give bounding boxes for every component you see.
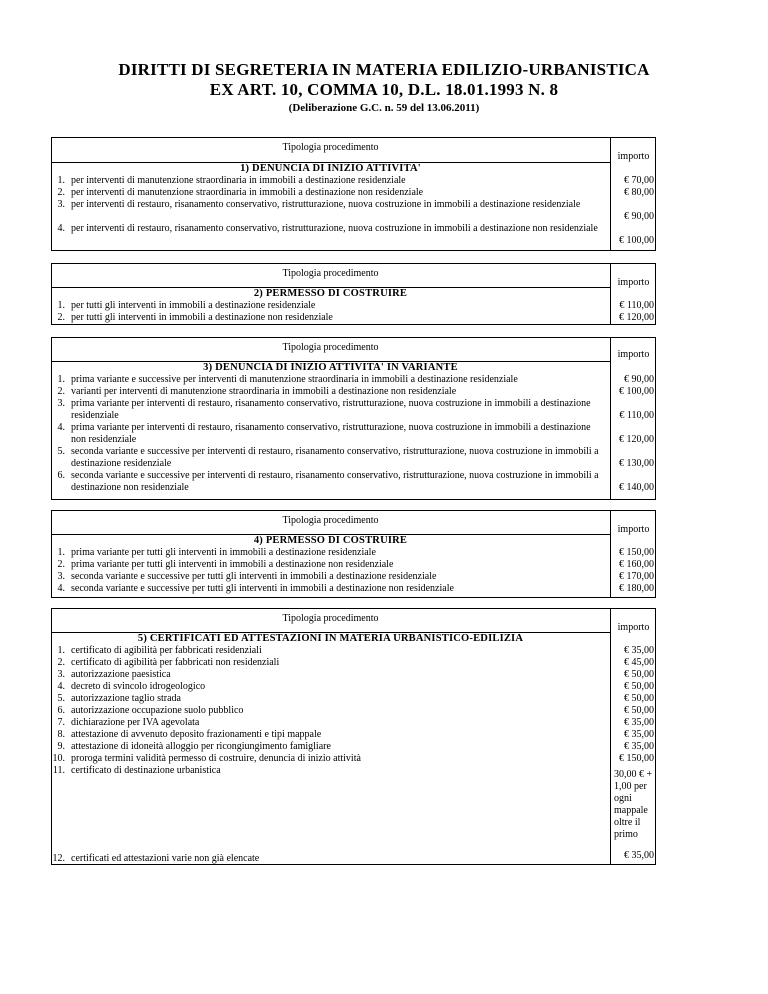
amount: 30,00 € + 1,00 per ogni mappale oltre il primo — [614, 769, 653, 840]
amount: € 130,00 — [619, 458, 654, 469]
amount: € 35,00 — [624, 645, 654, 656]
amount: € 50,00 — [624, 705, 654, 716]
amount: € 90,00 — [624, 374, 654, 385]
amount: € 110,00 — [619, 410, 654, 421]
amount: € 140,00 — [619, 482, 654, 493]
tipologia-header: Tipologia procedimento — [282, 268, 379, 279]
amount: € 150,00 — [619, 753, 654, 764]
amount: € 110,00 — [619, 300, 654, 311]
amount: € 50,00 — [624, 681, 654, 692]
section-title: 2) PERMESSO DI COSTRUIRE — [253, 288, 408, 299]
section-2-table: Tipologia procedimento importo 2) PERMESSO DI COSTRUIRE 1. per tutti gli interventi in immobili a destinazione residenziale € 110,00 2. per tutti gli interventi in immobili a destinazione non residenziale € 120,00 — [51, 263, 656, 325]
tipologia-header: Tipologia procedimento — [282, 142, 379, 153]
section-3-table: Tipologia procedimento importo 3) DENUNCIA DI INIZIO ATTIVITA' IN VARIANTE 1. prima variante e successive per interventi di manutenzione straordinaria in immobili a destinazione residenziale € 90,00 2. varianti per interventi di manutenzione straordinaria in immobili a destinazione non residenziale € 100,00 3. prima variante per interventi di restauro, risanamento conservativo, ristrutturazione, nuova costruzione in immobili a destinazione residenziale € 110,00 4. prima variante per interventi di restauro, risanamento conservativo, ristrutturazione, nuova costruzione in immobili a destinazione non residenziale € 120,00 5. seconda variante e successive per interventi di restauro, risanamento conservativo, ristrutturazione, nuova costruzione in immobili a destinazione residenziale € 130,00 6. seconda variante e successive per interventi di restauro, risanamento conservativo, ristrutturazione, nuova costruzione in immobili a destinazione non residenziale € 140,00 — [51, 337, 656, 500]
importo-header: importo — [617, 277, 650, 288]
section-title: 1) DENUNCIA DI INIZIO ATTIVITA' — [240, 163, 421, 174]
amount: € 100,00 — [619, 235, 654, 246]
document-title-line2: EX ART. 10, COMMA 10, D.L. 18.01.1993 N. 8 — [209, 80, 559, 99]
section-title: 3) DENUNCIA DI INIZIO ATTIVITA' IN VARIANTE — [203, 362, 458, 373]
amount: € 150,00 — [619, 547, 654, 558]
importo-header: importo — [617, 622, 650, 633]
amount: € 50,00 — [624, 693, 654, 704]
amount: € 45,00 — [624, 657, 654, 668]
amount: € 50,00 — [624, 669, 654, 680]
amount: € 120,00 — [619, 434, 654, 445]
section-5-table: Tipologia procedimento importo 5) CERTIFICATI ED ATTESTAZIONI IN MATERIA URBANISTICO-EDILIZIA 1. certificato di agibilità per fabbricati residenziali € 35,00 2. certificato di agibilità per fabbricati non residenziali € 45,00 3. autorizzazione paesistica € 50,00 4. decreto di svincolo idrogeologico € 50,00 5. autorizzazione taglio strada € 50,00 6. autorizzazione occupazione suolo pubblico € 50,00 7. dichiarazione per IVA agevolata € 35,00 8. attestazione di avvenuto deposito frazionamenti e tipi mappale € 35,00 9. attestazione di idoneità alloggio per ricongiungimento famigliare € 35,00 10. proroga termini validità permesso di costruire, denuncia di inizio attività € 150,00 11. certificato di destinazione urbanistica 30,00 € + 1,00 per ogni mappale oltre il primo 12. certificati ed attestazioni varie non già elencate € 35,00 — [51, 608, 656, 865]
amount: € 180,00 — [619, 583, 654, 594]
amount: € 35,00 — [624, 741, 654, 752]
importo-header: importo — [617, 524, 650, 535]
importo-header: importo — [617, 349, 650, 360]
section-title: 5) CERTIFICATI ED ATTESTAZIONI IN MATERIA URBANISTICO-EDILIZIA — [137, 633, 524, 644]
amount: € 90,00 — [624, 211, 654, 222]
tipologia-header: Tipologia procedimento — [282, 342, 379, 353]
section-1-table: Tipologia procedimento importo 1) DENUNCIA DI INIZIO ATTIVITA' 1. per interventi di manutenzione straordinaria in immobili a destinazione residenziale € 70,00 2. per interventi di manutenzione straordinaria in immobili a destinazione non residenziale € 80,00 3. per interventi di restauro, risanamento conservativo, ristrutturazione, nuova costruzione in immobili a destinazione residenziale € 90,00 4. per interventi di restauro, risanamento conservativo, ristrutturazione, nuova costruzione in immobili a destinazione non residenziale € 100,00 — [51, 137, 656, 251]
amount: € 70,00 — [624, 175, 654, 186]
document-title-line1: DIRITTI DI SEGRETERIA IN MATERIA EDILIZIO-URBANISTICA — [118, 60, 650, 79]
document-subtitle: (Deliberazione G.C. n. 59 del 13.06.2011) — [288, 102, 480, 114]
tipologia-header: Tipologia procedimento — [282, 515, 379, 526]
amount: € 170,00 — [619, 571, 654, 582]
amount: € 160,00 — [619, 559, 654, 570]
section-title: 4) PERMESSO DI COSTRUIRE — [253, 535, 408, 546]
amount: € 80,00 — [624, 187, 654, 198]
amount: € 100,00 — [619, 386, 654, 397]
importo-header: importo — [617, 151, 650, 162]
amount: € 120,00 — [619, 312, 654, 323]
section-4-table: Tipologia procedimento importo 4) PERMESSO DI COSTRUIRE 1. prima variante per tutti gli interventi in immobili a destinazione residenziale € 150,00 2. prima variante per tutti gli interventi in immobili a destinazione non residenziale € 160,00 3. seconda variante e successive per tutti gli interventi in immobili a destinazione residenziale € 170,00 4. seconda variante e successive per tutti gli interventi in immobili a destinazione non residenziale € 180,00 — [51, 510, 656, 598]
amount: € 35,00 — [624, 850, 654, 861]
amount: € 35,00 — [624, 729, 654, 740]
tipologia-header: Tipologia procedimento — [282, 613, 379, 624]
amount: € 35,00 — [624, 717, 654, 728]
